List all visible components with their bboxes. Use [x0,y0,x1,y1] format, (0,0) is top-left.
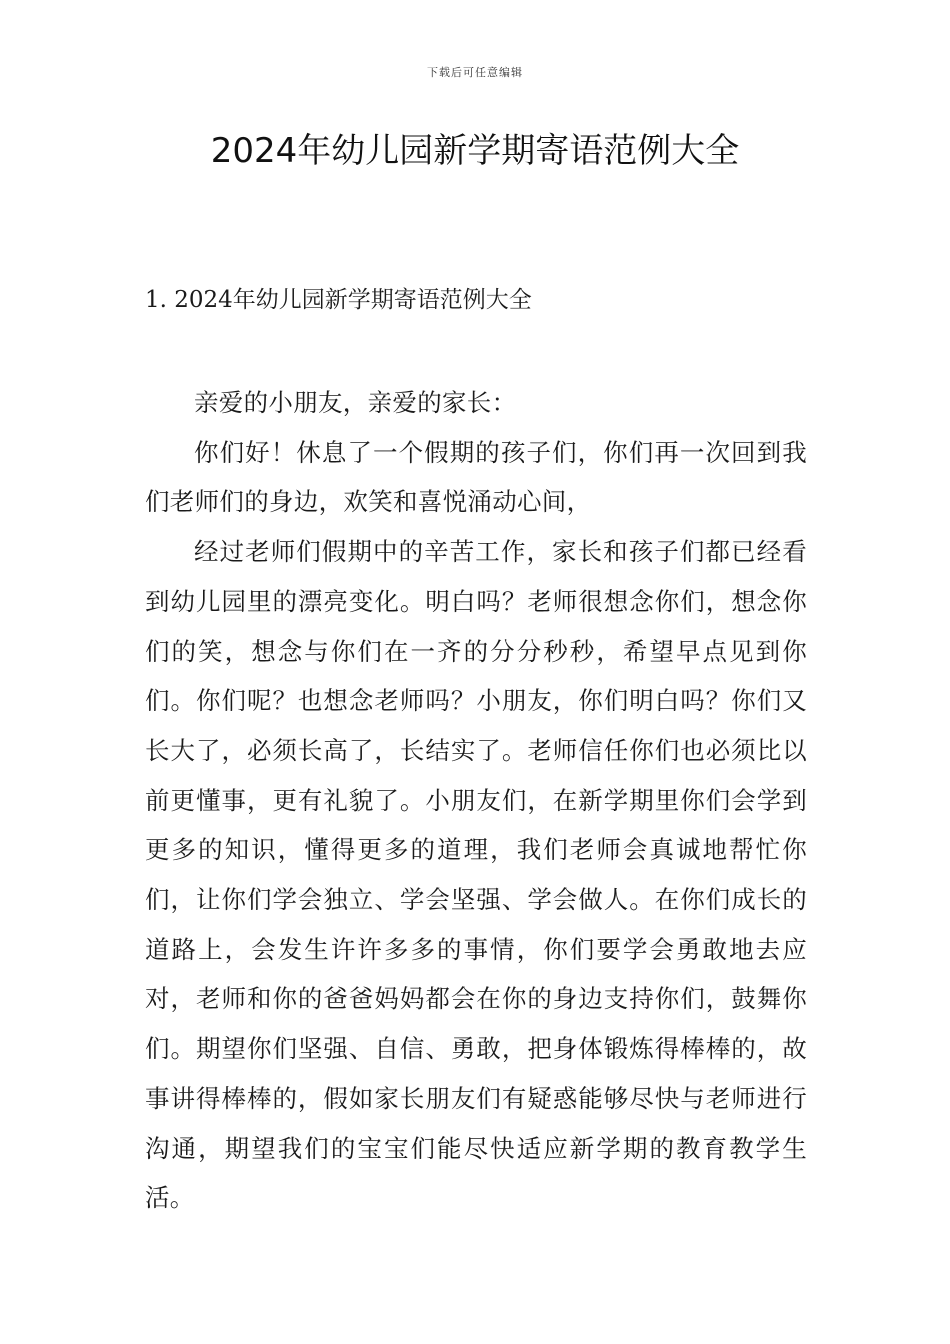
section-heading: 1. 2024年幼儿园新学期寄语范例大全 [145,287,532,313]
document-title: 2024年幼儿园新学期寄语范例大全 [210,131,740,171]
body-paragraph: 你们好！休息了一个假期的孩子们，你们再一次回到我们老师们的身边，欢笑和喜悦涌动心间， [145,437,807,517]
greeting-paragraph: 亲爱的小朋友，亲爱的家长： [194,388,517,417]
header-note: 下载后可任意编辑 [427,66,523,79]
body-text [145,378,807,1223]
body-paragraph: 经过老师们假期中的辛苦工作，家长和孩子们都已经看到幼儿园里的漂亮变化。明白吗？老师很想念你们，想念你们的笑，想念与你们在一齐的分分秒秒，希望早点见到你们。你们呢？也想念老师吗？小朋友，你们明白吗？你们又长大了，必须长高了，长结实了。老师信任你们也必须比以前更懂事，更有礼貌了。小朋友们，在新学期里你们会学到更多的知识，懂得更多的道理，我们老师会真诚地帮忙你们，让你们学会独立、学会坚强、学会做人。在你们成长的道路上，会发生许许多多的事情，你们要学会勇敢地去应对，老师和你的爸爸妈妈都会在你的身边支持你们，鼓舞你们。期望你们坚强、自信、勇敢，把身体锻炼得棒棒的，故事讲得棒棒的，假如家长朋友们有疑惑能够尽快与老师进行沟通，期望我们的宝宝们能尽快适应新学期的教育教学生活。 [145,537,807,1213]
